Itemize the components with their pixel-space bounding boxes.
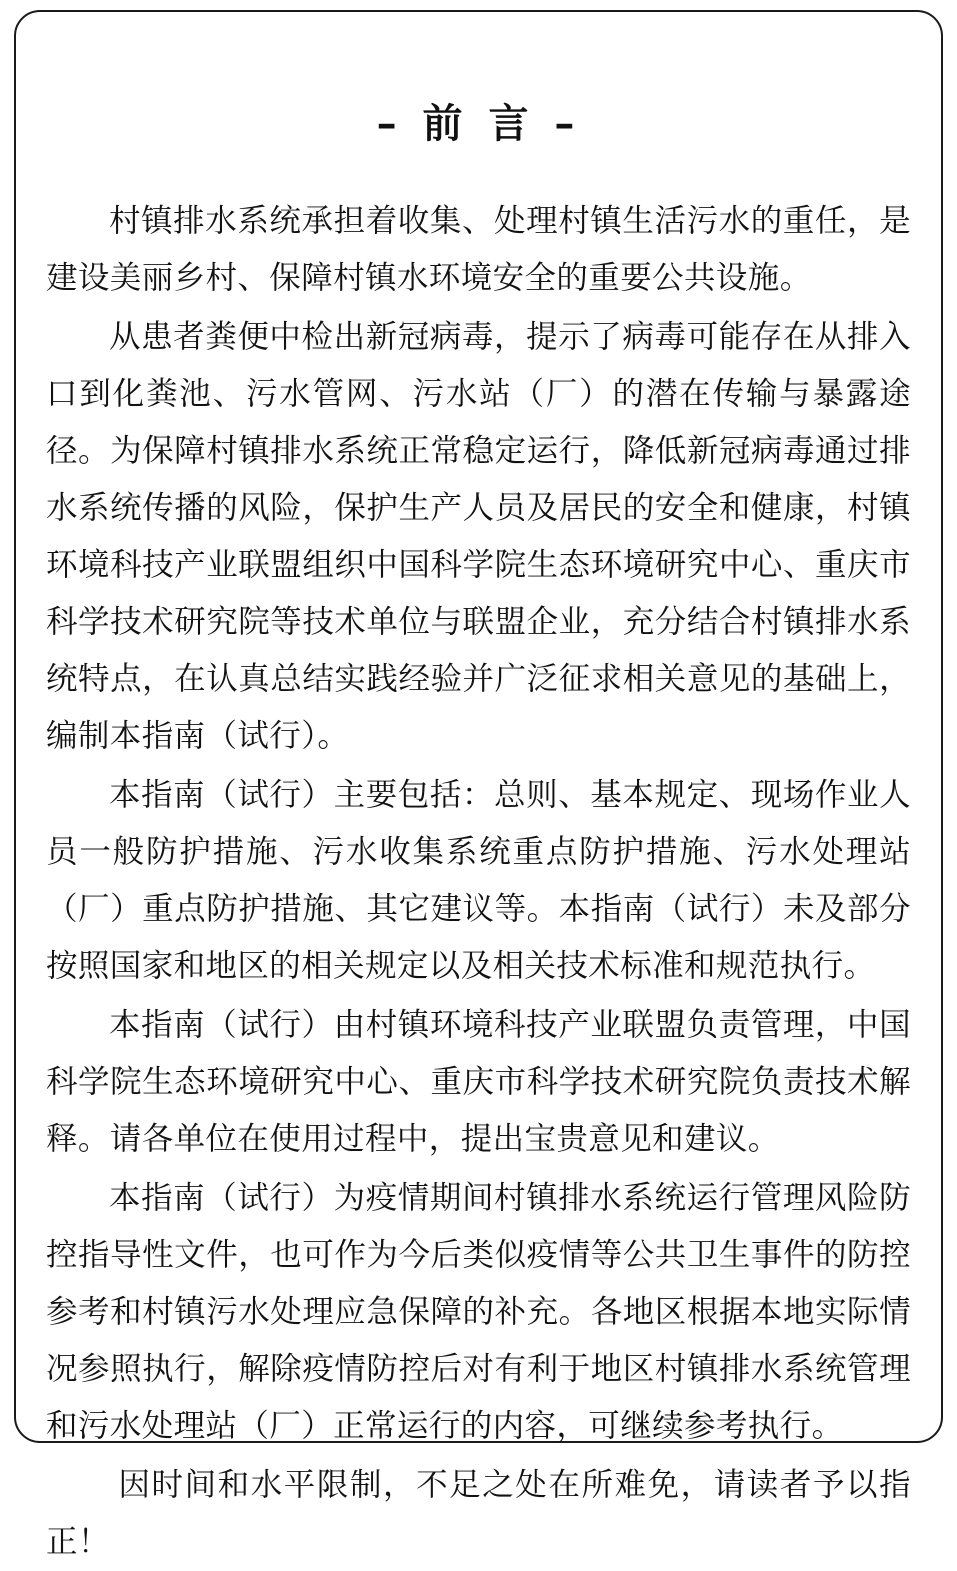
paragraph: 因时间和水平限制，不足之处在所难免，请读者予以指正！ <box>46 1467 911 1560</box>
paragraph: 本指南（试行）由村镇环境科技产业联盟负责管理，中国科学院生态环境研究中心、重庆市科学技术研究院负责技术解释。请各单位在使用过程中，提出宝贵意见和建议。 <box>46 1007 911 1157</box>
paragraph: 本指南（试行）主要包括：总则、基本规定、现场作业人员一般防护措施、污水收集系统重点防护措施、污水处理站（厂）重点防护措施、其它建议等。本指南（试行）未及部分按照国家和地区的相关规定以及相关技术标准和规范执行。 <box>46 777 911 984</box>
page-title: – 前 言 – <box>376 100 581 147</box>
paragraph: 从患者粪便中检出新冠病毒，提示了病毒可能存在从排入口到化粪池、污水管网、污水站（厂）的潜在传输与暴露途径。为保障村镇排水系统正常稳定运行，降低新冠病毒通过排水系统传播的风险，保护生产人员及居民的安全和健康，村镇环境科技产业联盟组织中国科学院生态环境研究中心、重庆市科学技术研究院等技术单位与联盟企业，充分结合村镇排水系统特点，在认真总结实践经验并广泛征求相关意见的基础上，编制本指南（试行）。 <box>46 319 911 754</box>
paragraph: 村镇排水系统承担着收集、处理村镇生活污水的重任，是建设美丽乡村、保障村镇水环境安全的重要公共设施。 <box>46 203 911 296</box>
paragraph: 本指南（试行）为疫情期间村镇排水系统运行管理风险防控指导性文件，也可作为今后类似疫情等公共卫生事件的防控参考和村镇污水处理应急保障的补充。各地区根据本地实际情况参照执行，解除疫情防控后对有利于地区村镇排水系统管理和污水处理站（厂）正常运行的内容，可继续参考执行。 <box>46 1180 911 1444</box>
page-content <box>46 34 911 1560</box>
